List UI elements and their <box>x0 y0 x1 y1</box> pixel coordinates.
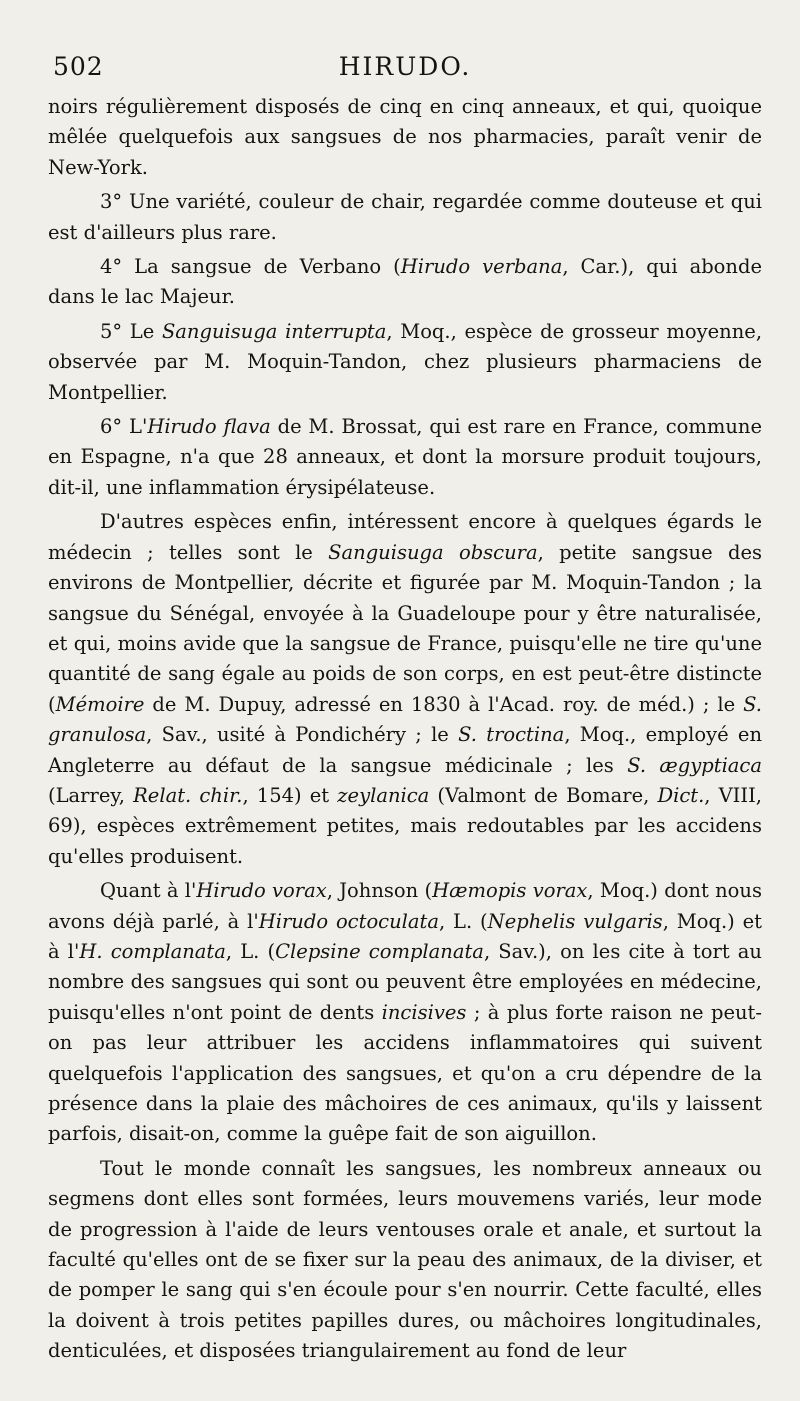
italic-text: Sanguisuga obscura <box>328 540 538 564</box>
italic-text: H. complanata <box>79 939 226 963</box>
text-run: , Moq., espèce de grosseur moyenne, observée par M. Moquin-Tandon, chez plusieurs pharmaciens de Montpellier. <box>48 319 763 404</box>
italic-text: incisives <box>381 1000 467 1024</box>
text-run: noirs régulièrement disposés de cinq en cinq anneaux, et qui, quoique mêlée quelquefois aux sangsues de nos pharmacies, paraît venir de New-York. <box>48 95 762 179</box>
paragraph <box>48 92 762 183</box>
italic-text: Hæmopis vorax <box>432 879 588 903</box>
text-run: Quant à l' <box>100 879 197 903</box>
italic-text: Sanguisuga interrupta <box>161 319 387 343</box>
paragraph <box>48 252 762 313</box>
italic-text: Hirudo flava <box>147 415 271 439</box>
list-ordinal: 4° <box>100 255 123 279</box>
text-run: , L. ( <box>438 909 488 933</box>
text-run: , VIII, 69), espèces extrêmement petites, mais redoutables par les accidens qu'elles produisent. <box>48 783 762 868</box>
list-ordinal: 6° <box>100 415 123 439</box>
paragraph <box>48 412 762 503</box>
text-run: de M. Brossat, qui est rare en France, commune en Espagne, n'a que 28 anneaux, et dont la morsure produit toujours, dit-il, une inflammation érysipélateuse. <box>48 415 762 499</box>
body-text <box>48 92 762 1367</box>
italic-text: Clepsine complanata <box>275 939 484 963</box>
text-run: D'autres espèces enfin, intéressent encore à quelques égards le médecin ; telles sont le <box>48 510 762 564</box>
running-head: HIRUDO. <box>338 52 472 81</box>
text-run: , Sav.), on les cite à tort au nombre des sangsues qui sont ou peuvent être employées en médecine, puisqu'elles n'ont point de dents <box>48 939 762 1024</box>
text-run: , Sav., usité à Pondichéry ; le <box>146 723 459 747</box>
text-run: (Larrey, <box>48 783 134 807</box>
text-run: , L. ( <box>225 939 276 963</box>
paragraph <box>48 1154 762 1367</box>
italic-text: S. ægyptiaca <box>627 753 762 777</box>
text-run: , Moq.) et à l' <box>48 909 762 963</box>
text-run: , Moq., employé en Angleterre au défaut de la sangsue médicinale ; les <box>48 723 763 777</box>
text-run: de M. Dupuy, adressé en 1830 à l'Acad. roy. de méd.) ; le <box>144 692 744 716</box>
paragraph <box>48 507 762 872</box>
text-run: La sangsue de Verbano ( <box>122 255 401 279</box>
page-number: 502 <box>53 52 104 81</box>
italic-text: Nephelis vulgaris <box>487 909 663 933</box>
text-run: L' <box>122 415 148 439</box>
text-run: Tout le monde connaît les sangsues, les nombreux anneaux ou segmens dont elles sont formées, leurs mouvemens variés, leur mode de progression à l'aide de leurs ventouses orale et anale, et surtout la faculté qu'elles ont de se fixer sur la peau des animaux, de la diviser, et de pomper le sang qui s'en écoule pour s'en nourrir. Cette faculté, elles la doivent à trois petites papilles dures, ou mâchoires longitudinales, denticulées, et disposées triangulairement au fond de leur <box>48 1156 762 1363</box>
italic-text: Hirudo octoculata <box>258 909 439 933</box>
list-ordinal: 5° <box>100 319 123 343</box>
paragraph <box>48 317 762 408</box>
italic-text: Hirudo vorax <box>196 879 327 903</box>
italic-text: Dict. <box>657 783 705 807</box>
paragraph <box>48 876 762 1150</box>
paragraph <box>48 187 762 248</box>
text-run: , 154) et <box>242 783 338 807</box>
list-ordinal: 3° <box>100 190 123 214</box>
italic-text: Hirudo verbana <box>400 255 563 279</box>
text-run: (Valmont de Bomare, <box>429 783 658 807</box>
text-run: ; à plus forte raison ne peut-on pas leur attribuer les accidens inflammatoires qui suivent quelquefois l'application des sangsues, et qu'on a cru dépendre de la présence dans la plaie des mâchoires de ces animaux, qu'ils y laissent parfois, disait-on, comme la guêpe fait de son aiguillon. <box>48 1000 762 1146</box>
italic-text: zeylanica <box>337 783 430 807</box>
italic-text: S. granulosa <box>48 692 762 747</box>
italic-text: Mémoire <box>55 692 145 716</box>
italic-text: Relat. chir. <box>133 783 243 807</box>
text-run: , Johnson ( <box>326 879 433 903</box>
text-run: Une variété, couleur de chair, regardée comme douteuse et qui est d'ailleurs plus rare. <box>48 190 762 244</box>
text-run: , Car.), qui abonde dans le lac Majeur. <box>48 255 763 309</box>
text-run: Le <box>122 319 162 343</box>
page-header <box>48 52 762 92</box>
text-run: , Moq.) dont nous avons déjà parlé, à l' <box>48 879 762 933</box>
italic-text: S. troctina <box>458 723 565 747</box>
text-run: , petite sangsue des environs de Montpellier, décrite et figurée par M. Moquin-Tandon ; la sangsue du Sénégal, envoyée à la Guadeloupe pour y être naturalisée, et qui, moins avide que la sangsue de France, puisqu'elle ne tire qu'une quantité de sang égale au poids de son corps, en est peut-être distincte ( <box>48 540 762 716</box>
